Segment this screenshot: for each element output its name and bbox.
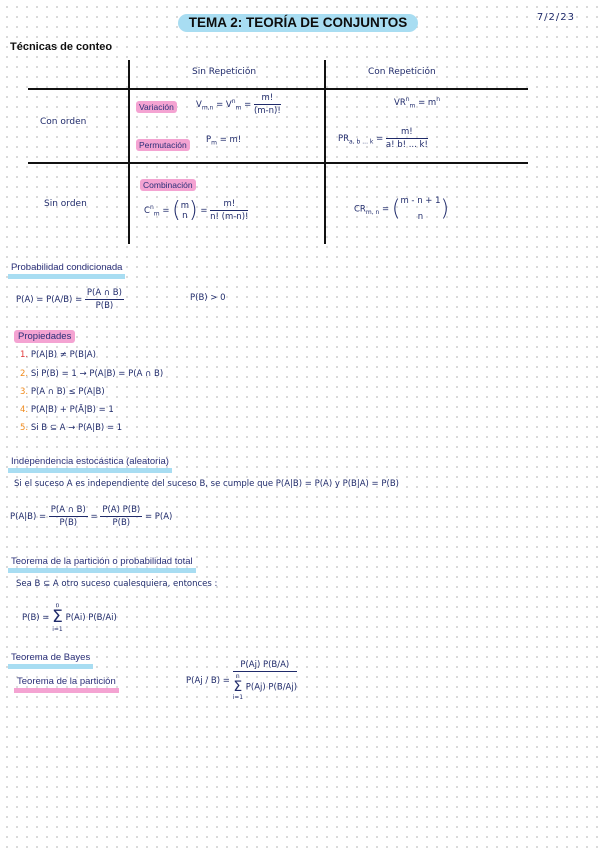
pr-formula: $PR_{a, b ... k}$ = $\frac{m!}{a! b! ... k!}$ [338, 127, 428, 150]
col-header-con: Con Repetición [368, 67, 436, 77]
prop-item-5: 5. Si B ⊆ A → P(A|B) = 1 [20, 423, 123, 433]
heading-prob-cond: Probabilidad condicionada [8, 257, 125, 275]
combinacion-formula: $C^n_m$ = ( m n ) = $\frac{m!}{n! (m-n)!}$ [144, 198, 249, 223]
row-label-sin-orden: Sin orden [44, 199, 87, 209]
permutacion-formula: $P_m = m$! [206, 135, 242, 147]
permutacion-tag: Permutación [136, 135, 190, 153]
heading-particion: Teorema de la partición o probabilidad total [8, 551, 196, 569]
prop-item-4: 4. P(A|B) + P(Ā|B) = 1 [20, 405, 114, 415]
particion-sentence: Sea B ⊆ A otro suceso cualesquiera, entonces : [16, 579, 218, 589]
col-header-sin: Sin Repetición [192, 67, 257, 77]
prob-cond-condition: P(B) > 0 [190, 293, 226, 303]
heading-independencia: Independencia estocástica (aleatoria) [8, 451, 172, 469]
prob-cond-formula: P(A) = P(A/B) = $\frac{P(A \cap B)}{P(B)}$ [16, 288, 122, 311]
vr-formula: $VR^n_m = m^n$ [394, 96, 441, 110]
independencia-sentence: Si el suceso A es independiente del suceso B, se cumple que P(A|B) = P(A) y P(B|A) = P(B) [14, 479, 399, 489]
combinacion-tag: Combinación [140, 175, 196, 193]
prop-item-2: 2. Si P(B) = 1 → P(A|B) = P(A ∩ B) [20, 369, 164, 379]
section-heading-conteo: Técnicas de conteo [10, 41, 113, 53]
variacion-tag: Variación [136, 97, 177, 115]
heading-propiedades: Propiedades [14, 326, 75, 344]
independencia-formula: P(A|B) = $\frac{P(A \cap B)}{P(B)}$ = $\frac{P(A) P(B)}{P(B)}$ = P(A) [10, 505, 173, 528]
table-hline-header [28, 88, 528, 90]
variacion-formula: $V_{m,n} = V^n_m$ = $\frac{m!}{(m-n)!}$ [196, 93, 281, 116]
particion-formula: P(B) = n Σ i=1 P(Ai) P(B/Ai) [22, 602, 117, 633]
heading-bayes: Teorema de Bayes [8, 647, 93, 665]
date-label: 7/2/23 [536, 12, 575, 23]
cr-formula: $CR_{m, n}$ = ( m - n + 1 n ) [354, 196, 450, 222]
page-title: TEMA 2: TEORÍA DE CONJUNTOS [178, 14, 418, 32]
bayes-tag: Teorema de la partición [14, 671, 119, 689]
table-hline-mid [28, 162, 528, 164]
row-label-con-orden: Con orden [40, 117, 87, 127]
prop-item-3: 3. P(A ∩ B) ≤ P(A|B) [20, 387, 105, 397]
prop-item-1: 1. P(A|B) ≠ P(B|A) [20, 350, 96, 360]
bayes-formula: P(Aj / B) = P(Aj) P(B/A) n Σ i=1 P(Aj) P(B/Aj) [186, 660, 298, 701]
